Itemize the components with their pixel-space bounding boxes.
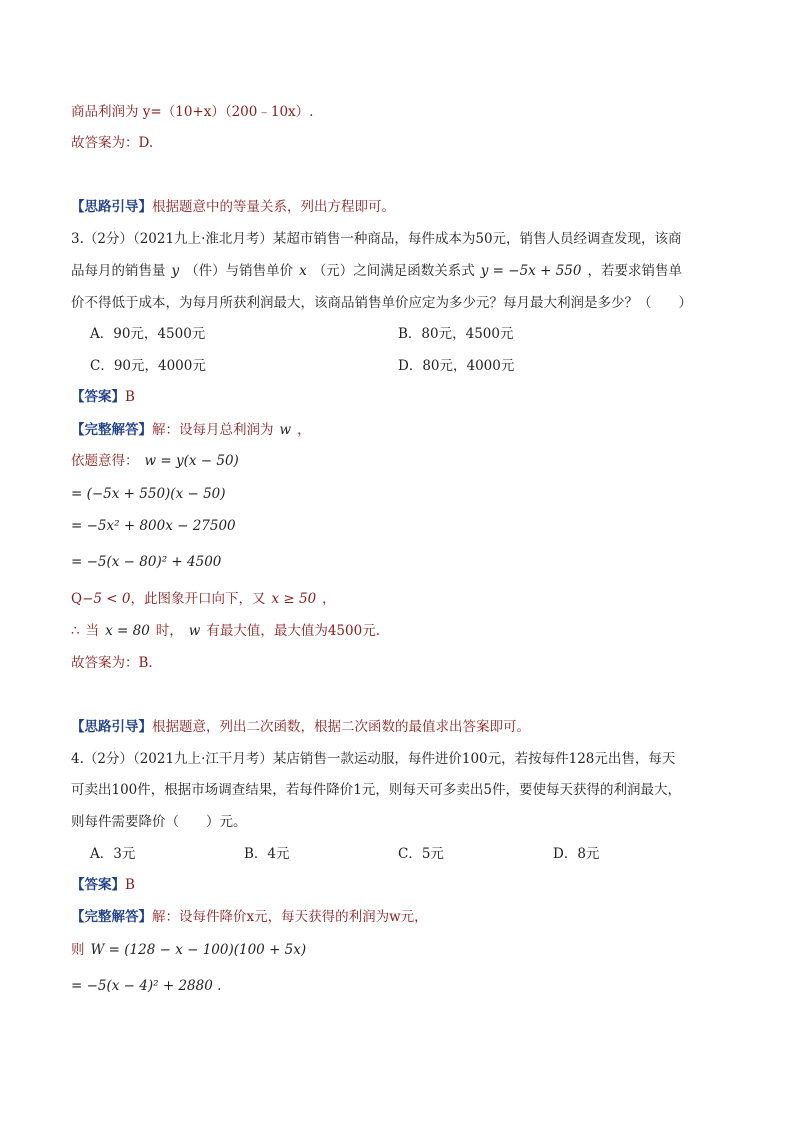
hint-line-q2: [71, 197, 395, 217]
solution-text: 解：设每月总利润为: [152, 422, 274, 438]
option-a[interactable]: A．90元，4500元: [90, 326, 206, 342]
var-w: w: [279, 422, 292, 438]
question-3-stem-line-3: 价不得低于成本，为每月所获利润最大，该商品销售单价应定为多少元？每月最大利润是多少？（ ）: [71, 295, 692, 311]
step-equation: W = (128 − x − 100)(100 + 5x): [90, 942, 307, 958]
solution-step-1: [71, 451, 239, 471]
hint-line-q3: [71, 717, 530, 737]
var-y: y: [171, 263, 180, 279]
step-text: ，此图象开口向下，又: [130, 591, 266, 607]
solution-step-2: = −5(x − 4)² + 2880 .: [71, 978, 222, 994]
solution-step-3: = −5x² + 800x − 27500: [71, 518, 236, 534]
solution-step-1: [71, 940, 306, 960]
step-text: 时，: [155, 623, 183, 639]
hint-text: 根据题意中的等量关系，列出方程即可。: [152, 199, 395, 215]
answer-line-q3: [71, 387, 135, 407]
step-text: 当: [85, 623, 100, 639]
step-text: 则: [71, 942, 85, 958]
hint-text: 根据题意，列出二次函数，根据二次函数的最值求出答案即可。: [152, 719, 530, 735]
var-x: x: [299, 263, 307, 279]
solution-step-4: = −5(x − 80)² + 4500: [71, 554, 222, 570]
answer-value: B: [125, 877, 135, 893]
question-4-stem-line-2: 可卖出100件，根据市场调查结果，若每件降价1元，则每天可多卖出5件，要使每天获得的利润最大，: [71, 782, 681, 798]
answer-line-q4: [71, 875, 135, 895]
option-a[interactable]: A．3元: [90, 846, 136, 862]
question-3-stem-line-2: [71, 261, 682, 281]
option-c[interactable]: C．5元: [398, 846, 444, 862]
option-d[interactable]: D．80元，4000元: [398, 358, 515, 374]
option-b[interactable]: B．4元: [244, 846, 290, 862]
solution-intro-q4: [71, 907, 428, 927]
answer-conclusion-q2: 故答案为：D.: [71, 135, 154, 151]
step-inequality: −5 < 0: [82, 591, 131, 607]
therefore-symbol: Q: [71, 591, 83, 607]
answer-value: B: [125, 389, 135, 405]
step-condition: x ≥ 50: [271, 591, 317, 607]
solution-step-5: [71, 589, 336, 609]
question-3-stem-line-1: 3.（2分）（2021九上·淮北月考）某超市销售一种商品，每件成本为50元，销售人员经调查发现，该商: [71, 231, 682, 247]
solution-text: ，: [297, 422, 311, 438]
stem-text: ，若要求销售单: [587, 263, 682, 279]
option-b[interactable]: B．80元，4500元: [398, 326, 514, 342]
therefore-symbol: ∴: [71, 623, 80, 639]
solution-label: 【完整解答】: [71, 909, 152, 925]
hint-label: 【思路引导】: [71, 719, 152, 735]
solution-label: 【完整解答】: [71, 422, 152, 438]
solution-step-2: = (−5x + 550)(x − 50): [71, 486, 226, 502]
profit-expression-line: 商品利润为 y=（10+x）（200﹣10x）.: [71, 104, 314, 120]
option-c[interactable]: C．90元，4000元: [90, 358, 206, 374]
answer-label: 【答案】: [71, 877, 125, 893]
step-equation: w = y(x − 50): [144, 453, 239, 469]
step-text: 依题意得：: [71, 453, 139, 469]
stem-text: 品每月的销售量: [71, 263, 166, 279]
answer-conclusion-q3: 故答案为：B.: [71, 655, 153, 671]
function-equation: y = −5x + 550: [480, 263, 582, 279]
stem-text: （件）与销售单价: [185, 263, 294, 279]
question-4-stem-line-3: 则每件需要降价（ ）元。: [71, 814, 247, 830]
var-w: w: [188, 623, 201, 639]
step-text: ，: [322, 591, 336, 607]
option-d[interactable]: D．8元: [553, 846, 600, 862]
answer-label: 【答案】: [71, 389, 125, 405]
solution-intro-q3: [71, 420, 311, 440]
question-4-stem-line-1: 4.（2分）（2021九上·江干月考）某店销售一款运动服，每件进价100元，若按每件128元出售，每天: [71, 751, 676, 767]
solution-step-6: [71, 621, 380, 641]
step-equation: x = 80: [105, 623, 150, 639]
hint-label: 【思路引导】: [71, 199, 152, 215]
solution-text: 解：设每件降价x元，每天获得的利润为w元，: [152, 909, 428, 925]
stem-text: （元）之间满足函数关系式: [312, 263, 475, 279]
step-text: 有最大值，最大值为4500元.: [206, 623, 380, 639]
